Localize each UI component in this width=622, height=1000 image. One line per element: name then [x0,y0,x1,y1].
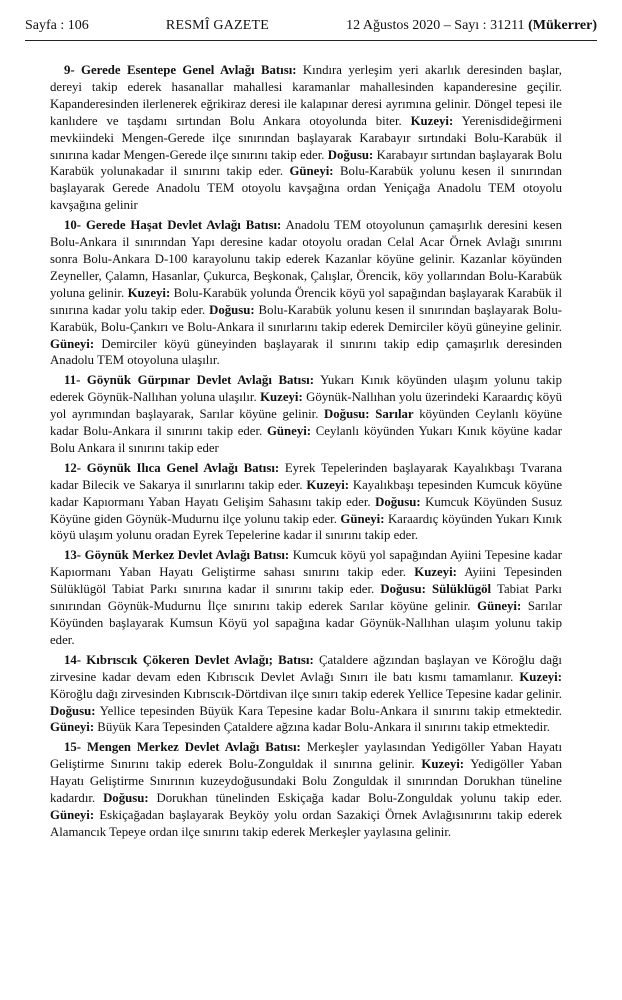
text-segment: Kumcuk Köyünden Susuz Köyüne giden Göynük-Mudurnu ilçe yolunu takip eder. [50,494,562,526]
bold-label: Güneyi: [340,511,385,526]
bold-label: Güneyi: [289,164,334,179]
text-segment: Kındıra yerleşim yeri akarlık deresinden başlar, dereyi takip ederek hasanallar mahallesi karamanlar mahallesinden kapanderesine geçilir. Kapanderesinden ilerlenerek eğrikiraz deresi ile kalapınar deresi ayrımına gelinir. Döngel tepesi ile kanlıdere ve taşdamı sırtından Bolu Ankara otoyolunda biter. [50,63,562,128]
bold-label: Kuzeyi: [421,757,465,772]
issue-info [346,18,597,34]
text-segment: Bolu-Karabük yolunu kesen il sınırından başlayarak Bolu-Karabük, Bolu-Çankırı ve Bolu-Ankara il sınırlarını takip ederek Demirciler köyü güneyine gelinir. [50,302,562,334]
bold-label: Doğusu: Sarılar [324,407,414,422]
bold-label: 12- Göynük Ilıca Genel Avlağı Batısı: [64,460,280,475]
bold-label: Doğusu: Sülüklügöl [380,582,492,597]
header-divider [25,40,597,41]
text-segment: Eskiçağadan başlayarak Beyköy yolu ordan Sazakiçi Örnek Avlağısınırını takip ederek Alamancık Tepeye ordan ilçe sınırını takip ederek Merkeşler yaylasına gelinir. [50,807,562,839]
text-segment: Göynük-Nallıhan yolu üzerindeki Karaardıç köyü yol ayrımından başlayarak, Sarılar köyüne gelinir. [50,390,562,422]
paragraph [50,547,562,648]
bold-label: Güneyi: [266,424,312,439]
text-segment: köyünden Ceylanlı köyüne kadar Bolu-Ankara il sınırını takip eder. [50,407,562,439]
text-segment: Kumcuk köyü yol sapağından Ayiini Tepesine kadar Kapıormanı Yaban Hayatı Geliştirme sahası sınırını takip eder. [50,548,562,580]
bold-label: 10- Gerede Haşat Devlet Avlağı Batısı: [64,218,282,233]
bold-label: 11- Göynük Gürpınar Devlet Avlağı Batısı: [64,373,314,388]
paragraph [50,739,562,840]
text-segment: Karabayır sırtından başlayarak Bolu Karabük yolunakadar il sınırını takip eder. [50,147,562,179]
page-header [25,18,597,38]
text-segment: Sarılar Köyünden başlayarak Kumsun Köyü yol sapağına kadar Göynük-Nallıhan ulaşım yolunu takip eder. [50,599,562,647]
text-segment: Çataldere ağzından başlayan ve Köroğlu dağı zirvesine kadar devam eden Kıbrıscık Devlet Avlağı Sınırı ile batı kısmı tamamlanır. [50,652,562,684]
bold-label: Kuzeyi: [306,477,350,492]
text-segment: Yukarı Kınık köyünden ulaşım yolunu takip ederek Göynük-Nallıhan yoluna ulaşılır. [50,373,562,405]
text-segment: Ceylanlı köyünden Yukarı Kınık köyüne kadar Bolu Ankara il sınırını takip eder [50,424,562,455]
bold-label: Kuzeyi: [410,113,454,128]
text-segment: Tabiat Parkı sınırından Göynük-Mudurnu İlçe sınırını takip ederek Sarılar köyüne gelinir. [50,582,562,614]
paragraph [50,372,562,457]
bold-label: Güneyi: [50,807,95,822]
text-segment: Anadolu TEM otoyolunun çamaşırlık deresini kesen Bolu-Ankara il sınırından Yapı deresine kadar otoyolu oradan Celal Acar Örnek Avlağı sınırını sonra Bolu-Ankara D-100 karayolunu takip ederek Kazanlar köyüne gelinir. Kazanlar köyünden Zeyneller, Çalamn, Hasanlar, Çukurca, Beşkonak, Çalışlar, Örencik, köy yollarından Bolu-Karabük yoluna gelinir. [50,218,562,300]
text-segment: Bolu-Karabük yolunu kesen il sınırından başlayarak Gerede Anadolu TEM otoyolu kavşağına ordan Yeniçağa Anadolu TEM otoyolu kavşağına gelinir [50,164,562,213]
text-segment: Eyrek Tepelerinden başlayarak Kayalıkbaşı Tvarana kadar Bilecik ve Sakarya il sınırlarını takip eder. [50,460,562,492]
paragraph [50,217,562,369]
bold-label: Kuzeyi: [260,390,303,405]
bold-label: Güneyi: [50,336,95,351]
text-segment: Karaardıç köyünden Yukarı Kınık köyü ulaşım yolunu oradan Eyrek Tepelerine kadar il sınırını takip eder. [50,511,563,543]
bold-label: Doğusu: [327,147,374,162]
document-body [50,62,562,844]
issue-date-number: 12 Ağustos 2020 – Sayı : 31211 [346,18,525,33]
bold-label: Doğusu: [103,791,149,806]
bold-label: Kuzeyi: [414,565,457,580]
text-segment: Yerenisdideğirmeni mevkiindeki Mengen-Gerede ilçe sınırından başlayarak Karabayır sırtındaki Bolu-Karabük il sınırına kadar Mengen-Gerede ilçe sınırını takip eder. [50,113,562,162]
paragraph [50,62,562,214]
bold-label: Kuzeyi: [519,669,562,684]
text-segment: Köroğlu dağı zirvesinden Kıbrıscık-Dörtdivan ilçe sınırı takip ederek Yellice Tepesine kadar gelinir. [50,686,562,701]
text-segment: Ayiini Tepesinden Sülüklügöl Tabiat Parkı sınırına kadar il sınırını takip eder. [50,565,562,597]
bold-label: 14- Kıbrıscık Çökeren Devlet Avlağı; Batısı: [64,652,314,667]
text-segment: Dorukhan tünelinden Eskiçağa kadar Bolu-Zonguldak yolunu takip eder. [148,791,563,806]
text-segment: Kayalıkbaşı tepesinden Kumcuk köyüne kadar Kapıormanı Yaban Hayatı Gelişim Sahasını takip eder. [50,477,563,509]
text-segment: Bolu-Karabük yolunda Örencik köyü yol sapağından başlayarak Karabük il sınırına kadar yolu takip eder. [50,285,562,317]
text-segment: Büyük Kara Tepesinden Çataldere ağzına kadar Bolu-Ankara il sınırını takip etmektedir. [94,720,550,735]
text-segment: Demirciler köyü güneyinden başlayarak il sınırını takip edip çamaşırlık deresinden Anadolu TEM otoyoluna ulaşılır. [50,336,562,368]
bold-label: 15- Mengen Merkez Devlet Avlağı Batısı: [64,740,301,755]
bold-label: Doğusu: [209,302,255,317]
bold-label: Güneyi: [477,599,522,614]
paragraph [50,460,562,545]
bold-label: 9- Gerede Esentepe Genel Avlağı Batısı: [64,63,297,77]
bold-label: Güneyi: [50,720,95,735]
text-segment: Merkeşler yaylasından Yedigöller Yaban Hayatı Geliştirme Sınırını takip ederek Bolu-Zonguldak il sınırına gelinir. [50,740,563,772]
bold-label: Kuzeyi: [127,285,171,300]
repeat-label: (Mükerrer) [528,18,597,33]
bold-label: Doğusu: [375,494,421,509]
bold-label: Doğusu: [50,703,96,718]
page-number: Sayfa : 106 [25,18,89,33]
paragraph [50,652,562,737]
text-segment: Yellice tepesinden Büyük Kara Tepesine kadar Bolu-Ankara il sınırını takip etmektedir. [95,703,562,718]
text-segment: Yedigöller Yaban Hayatı Geliştirme Sınırının kuzeydoğusundaki Bolu Zonguldak il sınırından Dorukhan tüneline kadardır. [50,757,562,806]
bold-label: 13- Göynük Merkez Devlet Avlağı Batısı: [64,548,290,563]
gazette-title: RESMÎ GAZETE [165,18,270,33]
